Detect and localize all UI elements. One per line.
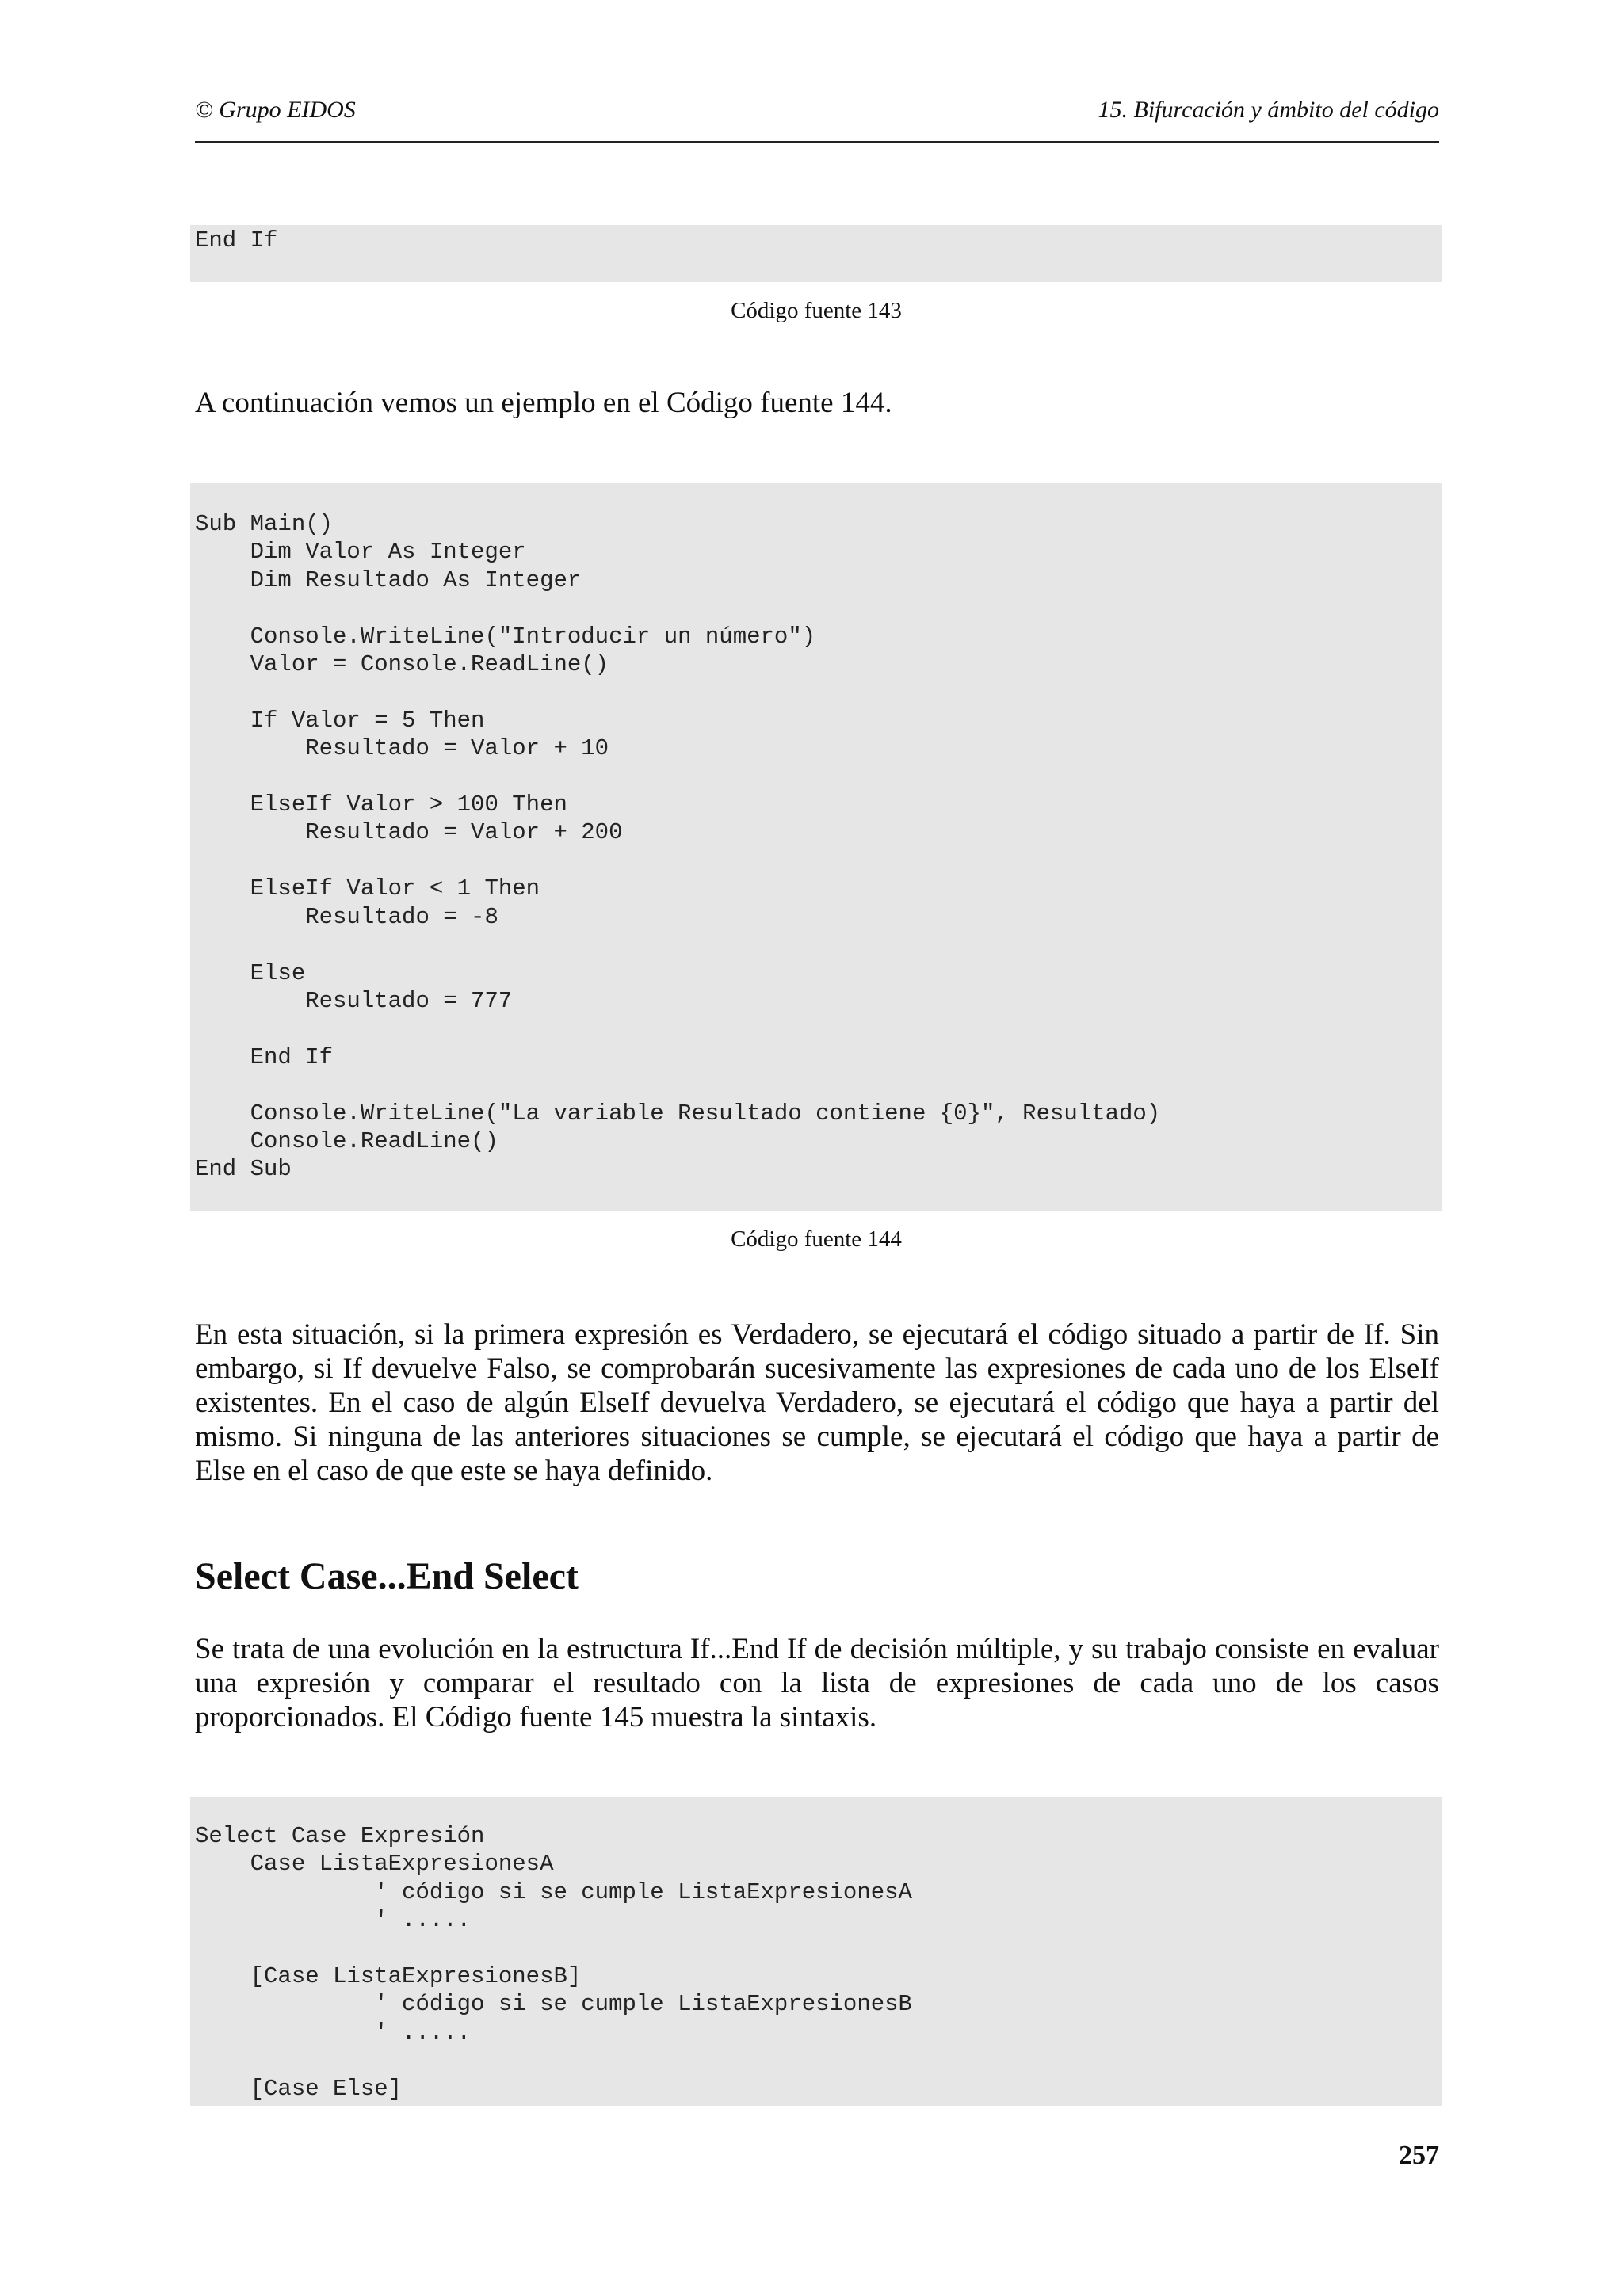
page-number: 257 (1399, 2141, 1439, 2170)
code-caption-143: Código fuente 143 (731, 298, 902, 323)
code-caption-144: Código fuente 144 (731, 1226, 902, 1252)
explanation-paragraph: En esta situación, si la primera expresión es Verdadero, se ejecutará el código situado a partir de If. Sin embargo, si If devuelve Falso, se comprobarán sucesivamente las expresiones de cada uno de los ElseIf existentes. En el caso de algún ElseIf devuelva Verdadero, se ejecutará el código que haya a partir del mismo. Si ninguna de las anteriores situaciones se cumple, se ejecutará el código que haya a partir de Else en el caso de que este se haya definido. (195, 1318, 1439, 1487)
header-chapter-title: 15. Bifurcación y ámbito del código (1098, 97, 1439, 123)
select-case-intro-paragraph: Se trata de una evolución en la estructura If...End If de decisión múltiple, y su trabajo consiste en evaluar una expresión y comparar el resultado con la lista de expresiones de cada uno de los casos proporcionados. El Código fuente 145 muestra la sintaxis. (195, 1633, 1439, 1733)
code-block-143-tail: End If (190, 225, 1442, 282)
header-publisher: © Grupo EIDOS (195, 97, 356, 123)
intro-paragraph-144: A continuación vemos un ejemplo en el Código fuente 144. (195, 387, 892, 419)
code-block-145: Select Case Expresión Case ListaExpresionesA ' código si se cumple ListaExpresionesA ' ..... [Case ListaExpresionesB] ' código si se cumple ListaExpresionesB ' ..... [Case Else] (190, 1797, 1442, 2106)
running-header (195, 93, 1439, 143)
section-heading: Select Case...End Select (195, 1555, 579, 1597)
code-block-144: Sub Main() Dim Valor As Integer Dim Resultado As Integer Console.WriteLine("Introducir un número") Valor = Console.ReadLine() If Valor = 5 Then Resultado = Valor + 10 ElseIf Valor > 100 Then Resultado = Valor + 200 ElseIf Valor < 1 Then Resultado = -8 Else Resultado = 777 End If Console.WriteLine("La variable Resultado contiene {0}", Resultado) Console.ReadLine() End Sub (190, 483, 1442, 1211)
